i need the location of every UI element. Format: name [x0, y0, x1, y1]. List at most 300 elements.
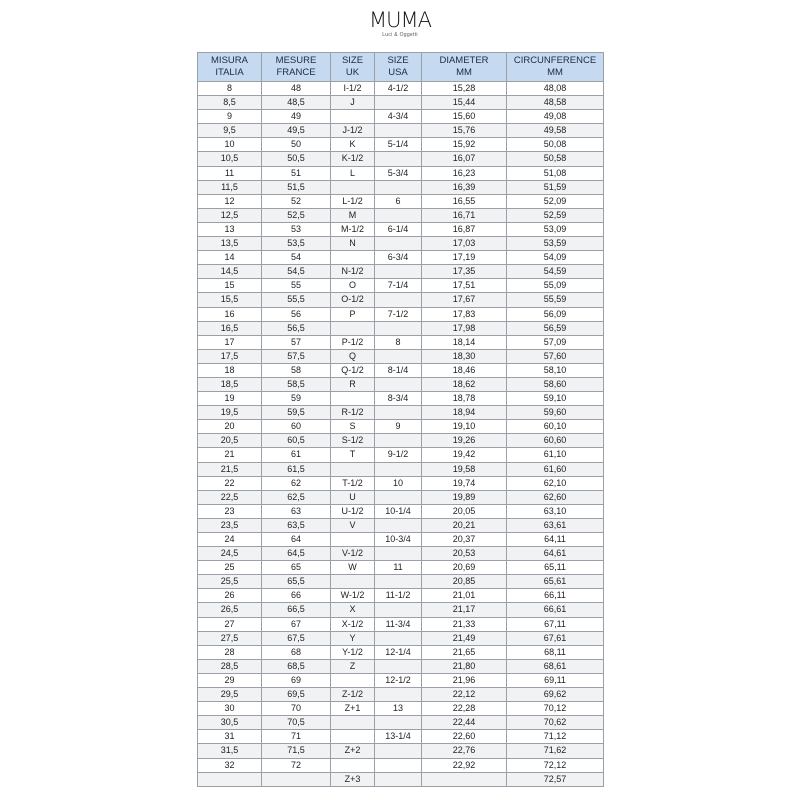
cell-diameter-mm: 17,67	[422, 293, 507, 307]
cell-diameter-mm: 17,98	[422, 321, 507, 335]
cell-circumference-mm: 71,12	[507, 730, 604, 744]
cell-size-uk	[331, 730, 375, 744]
cell-misura-italia: 18	[198, 363, 262, 377]
cell-size-usa	[375, 152, 422, 166]
cell-misura-italia: 8,5	[198, 96, 262, 110]
table-row	[198, 222, 604, 236]
cell-mesure-france: 61,5	[262, 462, 331, 476]
cell-size-uk: V-1/2	[331, 547, 375, 561]
cell-misura-italia: 17	[198, 335, 262, 349]
cell-circumference-mm: 64,61	[507, 547, 604, 561]
cell-circumference-mm: 69,62	[507, 688, 604, 702]
cell-circumference-mm: 50,08	[507, 138, 604, 152]
cell-misura-italia: 32	[198, 758, 262, 772]
cell-size-uk: W	[331, 561, 375, 575]
table-row	[198, 518, 604, 532]
cell-circumference-mm: 51,59	[507, 180, 604, 194]
cell-mesure-france: 64,5	[262, 547, 331, 561]
cell-size-uk: V	[331, 518, 375, 532]
cell-size-usa	[375, 265, 422, 279]
cell-mesure-france: 53,5	[262, 237, 331, 251]
cell-circumference-mm: 60,60	[507, 434, 604, 448]
cell-circumference-mm: 56,59	[507, 321, 604, 335]
cell-circumference-mm: 56,09	[507, 307, 604, 321]
cell-mesure-france: 48,5	[262, 96, 331, 110]
cell-diameter-mm: 21,33	[422, 617, 507, 631]
cell-diameter-mm: 17,03	[422, 237, 507, 251]
cell-size-uk: L-1/2	[331, 194, 375, 208]
header-circumference-mm: CIRCUNFERENCE MM	[507, 53, 604, 82]
cell-misura-italia: 16	[198, 307, 262, 321]
table-row	[198, 110, 604, 124]
cell-circumference-mm: 66,11	[507, 589, 604, 603]
cell-size-uk: Y-1/2	[331, 645, 375, 659]
cell-circumference-mm: 49,58	[507, 124, 604, 138]
cell-circumference-mm: 71,62	[507, 744, 604, 758]
table-row	[198, 533, 604, 547]
cell-size-usa: 8-3/4	[375, 392, 422, 406]
cell-size-usa: 8-1/4	[375, 363, 422, 377]
cell-circumference-mm: 58,10	[507, 363, 604, 377]
cell-mesure-france: 71,5	[262, 744, 331, 758]
cell-size-uk: Z-1/2	[331, 688, 375, 702]
cell-size-usa	[375, 631, 422, 645]
cell-misura-italia: 29,5	[198, 688, 262, 702]
cell-mesure-france: 68,5	[262, 659, 331, 673]
cell-mesure-france: 70	[262, 702, 331, 716]
cell-circumference-mm: 62,60	[507, 490, 604, 504]
table-row	[198, 392, 604, 406]
cell-diameter-mm: 16,39	[422, 180, 507, 194]
cell-diameter-mm: 15,60	[422, 110, 507, 124]
table-row	[198, 138, 604, 152]
cell-mesure-france: 66	[262, 589, 331, 603]
cell-mesure-france: 69	[262, 673, 331, 687]
cell-misura-italia: 21,5	[198, 462, 262, 476]
table-row	[198, 645, 604, 659]
cell-diameter-mm: 21,80	[422, 659, 507, 673]
cell-size-usa	[375, 293, 422, 307]
table-row	[198, 124, 604, 138]
cell-circumference-mm: 59,10	[507, 392, 604, 406]
cell-size-uk: Q-1/2	[331, 363, 375, 377]
table-row	[198, 547, 604, 561]
cell-diameter-mm: 20,21	[422, 518, 507, 532]
cell-circumference-mm: 72,12	[507, 758, 604, 772]
cell-diameter-mm: 18,30	[422, 349, 507, 363]
cell-size-usa: 8	[375, 335, 422, 349]
cell-circumference-mm: 65,61	[507, 575, 604, 589]
cell-size-uk: Z	[331, 659, 375, 673]
table-body	[198, 82, 604, 787]
cell-misura-italia: 12	[198, 194, 262, 208]
cell-circumference-mm: 70,12	[507, 702, 604, 716]
cell-misura-italia: 30	[198, 702, 262, 716]
cell-diameter-mm: 18,14	[422, 335, 507, 349]
table-row	[198, 772, 604, 786]
cell-misura-italia: 23	[198, 504, 262, 518]
cell-size-usa	[375, 208, 422, 222]
cell-size-usa	[375, 744, 422, 758]
cell-circumference-mm: 62,10	[507, 476, 604, 490]
cell-circumference-mm: 61,10	[507, 448, 604, 462]
cell-size-usa: 9-1/2	[375, 448, 422, 462]
cell-diameter-mm: 20,85	[422, 575, 507, 589]
cell-size-uk: T	[331, 448, 375, 462]
cell-size-usa: 4-3/4	[375, 110, 422, 124]
cell-misura-italia: 10,5	[198, 152, 262, 166]
ring-size-table	[197, 52, 604, 787]
cell-misura-italia: 15,5	[198, 293, 262, 307]
cell-size-uk	[331, 533, 375, 547]
cell-diameter-mm: 22,92	[422, 758, 507, 772]
header-misura-italia: MISURA ITALIA	[198, 53, 262, 82]
cell-mesure-france: 63	[262, 504, 331, 518]
table-row	[198, 208, 604, 222]
cell-circumference-mm: 63,61	[507, 518, 604, 532]
table-row	[198, 716, 604, 730]
cell-misura-italia: 11,5	[198, 180, 262, 194]
cell-diameter-mm: 15,92	[422, 138, 507, 152]
cell-size-uk: P	[331, 307, 375, 321]
cell-circumference-mm: 55,59	[507, 293, 604, 307]
cell-size-uk: M	[331, 208, 375, 222]
cell-size-uk: N-1/2	[331, 265, 375, 279]
cell-size-usa	[375, 575, 422, 589]
header-mesure-france: MESURE FRANCE	[262, 53, 331, 82]
cell-circumference-mm: 54,59	[507, 265, 604, 279]
cell-size-usa: 6	[375, 194, 422, 208]
cell-mesure-france: 52,5	[262, 208, 331, 222]
cell-mesure-france: 55,5	[262, 293, 331, 307]
cell-mesure-france: 58,5	[262, 377, 331, 391]
cell-diameter-mm: 19,26	[422, 434, 507, 448]
cell-mesure-france: 71	[262, 730, 331, 744]
cell-misura-italia: 23,5	[198, 518, 262, 532]
cell-size-uk: J	[331, 96, 375, 110]
cell-misura-italia: 12,5	[198, 208, 262, 222]
cell-size-usa: 6-3/4	[375, 251, 422, 265]
cell-circumference-mm: 67,61	[507, 631, 604, 645]
cell-misura-italia: 20	[198, 420, 262, 434]
cell-mesure-france: 61	[262, 448, 331, 462]
cell-mesure-france: 53	[262, 222, 331, 236]
cell-diameter-mm: 21,17	[422, 603, 507, 617]
logo-tagline: Luci & Oggetti	[382, 32, 418, 38]
cell-size-usa	[375, 349, 422, 363]
table-row	[198, 758, 604, 772]
cell-mesure-france: 72	[262, 758, 331, 772]
cell-size-usa: 13	[375, 702, 422, 716]
cell-mesure-france	[262, 772, 331, 786]
cell-diameter-mm: 17,19	[422, 251, 507, 265]
cell-mesure-france: 58	[262, 363, 331, 377]
cell-diameter-mm: 22,44	[422, 716, 507, 730]
cell-misura-italia: 31	[198, 730, 262, 744]
cell-size-uk: K-1/2	[331, 152, 375, 166]
table-row	[198, 363, 604, 377]
cell-mesure-france: 54,5	[262, 265, 331, 279]
cell-size-uk: R	[331, 377, 375, 391]
cell-misura-italia: 19	[198, 392, 262, 406]
cell-misura-italia: 30,5	[198, 716, 262, 730]
cell-size-usa: 12-1/2	[375, 673, 422, 687]
cell-circumference-mm: 48,58	[507, 96, 604, 110]
cell-size-uk: Z+1	[331, 702, 375, 716]
cell-misura-italia: 10	[198, 138, 262, 152]
cell-misura-italia: 28,5	[198, 659, 262, 673]
cell-circumference-mm: 48,08	[507, 82, 604, 96]
cell-misura-italia: 17,5	[198, 349, 262, 363]
cell-circumference-mm: 72,57	[507, 772, 604, 786]
cell-misura-italia: 31,5	[198, 744, 262, 758]
cell-mesure-france: 69,5	[262, 688, 331, 702]
cell-circumference-mm: 54,09	[507, 251, 604, 265]
cell-misura-italia: 25,5	[198, 575, 262, 589]
cell-circumference-mm: 68,11	[507, 645, 604, 659]
cell-size-usa: 7-1/4	[375, 279, 422, 293]
cell-mesure-france: 68	[262, 645, 331, 659]
cell-misura-italia: 13,5	[198, 237, 262, 251]
table-row	[198, 688, 604, 702]
cell-diameter-mm: 19,42	[422, 448, 507, 462]
cell-size-uk	[331, 758, 375, 772]
cell-misura-italia: 14,5	[198, 265, 262, 279]
cell-size-uk: Q	[331, 349, 375, 363]
table-row	[198, 335, 604, 349]
cell-size-usa	[375, 124, 422, 138]
cell-diameter-mm	[422, 772, 507, 786]
cell-size-usa	[375, 406, 422, 420]
table-row	[198, 631, 604, 645]
cell-misura-italia: 28	[198, 645, 262, 659]
cell-size-uk: M-1/2	[331, 222, 375, 236]
cell-size-uk: O-1/2	[331, 293, 375, 307]
cell-circumference-mm: 66,61	[507, 603, 604, 617]
cell-mesure-france: 62,5	[262, 490, 331, 504]
cell-size-usa: 9	[375, 420, 422, 434]
cell-diameter-mm: 16,23	[422, 166, 507, 180]
cell-size-uk: X	[331, 603, 375, 617]
cell-mesure-france: 49,5	[262, 124, 331, 138]
cell-circumference-mm: 57,09	[507, 335, 604, 349]
cell-size-uk: U	[331, 490, 375, 504]
cell-size-usa	[375, 716, 422, 730]
cell-size-uk: S-1/2	[331, 434, 375, 448]
cell-size-uk: X-1/2	[331, 617, 375, 631]
cell-misura-italia: 21	[198, 448, 262, 462]
cell-mesure-france: 54	[262, 251, 331, 265]
cell-mesure-france: 57	[262, 335, 331, 349]
cell-size-usa: 11-3/4	[375, 617, 422, 631]
table-row	[198, 194, 604, 208]
cell-diameter-mm: 20,37	[422, 533, 507, 547]
cell-misura-italia: 20,5	[198, 434, 262, 448]
cell-size-uk: S	[331, 420, 375, 434]
table-row	[198, 82, 604, 96]
cell-misura-italia: 22	[198, 476, 262, 490]
cell-misura-italia: 29	[198, 673, 262, 687]
cell-diameter-mm: 20,05	[422, 504, 507, 518]
cell-size-uk	[331, 251, 375, 265]
cell-size-usa: 6-1/4	[375, 222, 422, 236]
cell-size-uk	[331, 180, 375, 194]
cell-mesure-france: 50	[262, 138, 331, 152]
cell-mesure-france: 65,5	[262, 575, 331, 589]
cell-mesure-france: 70,5	[262, 716, 331, 730]
table-row	[198, 420, 604, 434]
cell-size-uk	[331, 392, 375, 406]
cell-circumference-mm: 61,60	[507, 462, 604, 476]
cell-size-usa	[375, 758, 422, 772]
cell-size-uk: N	[331, 237, 375, 251]
cell-misura-italia: 27	[198, 617, 262, 631]
cell-misura-italia: 24	[198, 533, 262, 547]
cell-circumference-mm: 55,09	[507, 279, 604, 293]
cell-size-usa	[375, 518, 422, 532]
table-row	[198, 730, 604, 744]
cell-diameter-mm: 18,94	[422, 406, 507, 420]
cell-circumference-mm: 63,10	[507, 504, 604, 518]
cell-diameter-mm: 15,76	[422, 124, 507, 138]
cell-diameter-mm: 20,69	[422, 561, 507, 575]
cell-size-uk: O	[331, 279, 375, 293]
cell-misura-italia: 22,5	[198, 490, 262, 504]
cell-size-uk: U-1/2	[331, 504, 375, 518]
cell-circumference-mm: 69,11	[507, 673, 604, 687]
cell-diameter-mm: 20,53	[422, 547, 507, 561]
cell-size-usa: 4-1/2	[375, 82, 422, 96]
table-row	[198, 321, 604, 335]
table-row	[198, 349, 604, 363]
cell-size-usa: 11-1/2	[375, 589, 422, 603]
cell-mesure-france: 55	[262, 279, 331, 293]
table-header-row	[198, 53, 604, 82]
cell-misura-italia: 24,5	[198, 547, 262, 561]
cell-mesure-france: 64	[262, 533, 331, 547]
cell-misura-italia: 8	[198, 82, 262, 96]
cell-size-usa	[375, 547, 422, 561]
table-row	[198, 490, 604, 504]
cell-size-uk: I-1/2	[331, 82, 375, 96]
cell-size-uk: R-1/2	[331, 406, 375, 420]
cell-circumference-mm: 57,60	[507, 349, 604, 363]
cell-size-usa	[375, 96, 422, 110]
cell-diameter-mm: 16,87	[422, 222, 507, 236]
cell-size-usa	[375, 603, 422, 617]
cell-misura-italia: 14	[198, 251, 262, 265]
table-row	[198, 434, 604, 448]
table-row	[198, 377, 604, 391]
cell-diameter-mm: 15,28	[422, 82, 507, 96]
cell-mesure-france: 57,5	[262, 349, 331, 363]
cell-diameter-mm: 16,71	[422, 208, 507, 222]
table-row	[198, 152, 604, 166]
cell-size-uk	[331, 716, 375, 730]
brand-logo	[340, 8, 460, 38]
cell-diameter-mm: 15,44	[422, 96, 507, 110]
cell-circumference-mm: 65,11	[507, 561, 604, 575]
cell-diameter-mm: 18,62	[422, 377, 507, 391]
cell-diameter-mm: 17,83	[422, 307, 507, 321]
cell-diameter-mm: 17,35	[422, 265, 507, 279]
logo-mark: MUMA	[369, 8, 431, 32]
cell-size-uk: K	[331, 138, 375, 152]
cell-misura-italia: 27,5	[198, 631, 262, 645]
cell-mesure-france: 63,5	[262, 518, 331, 532]
cell-size-usa	[375, 659, 422, 673]
cell-circumference-mm: 70,62	[507, 716, 604, 730]
cell-circumference-mm: 53,59	[507, 237, 604, 251]
cell-size-uk: Y	[331, 631, 375, 645]
cell-size-uk: J-1/2	[331, 124, 375, 138]
header-diameter-mm: DIAMETER MM	[422, 53, 507, 82]
table-row	[198, 166, 604, 180]
table-row	[198, 603, 604, 617]
cell-circumference-mm: 49,08	[507, 110, 604, 124]
table-row	[198, 476, 604, 490]
cell-mesure-france: 56,5	[262, 321, 331, 335]
cell-mesure-france: 51,5	[262, 180, 331, 194]
table-row	[198, 462, 604, 476]
cell-mesure-france: 51	[262, 166, 331, 180]
cell-size-uk	[331, 462, 375, 476]
cell-circumference-mm: 59,60	[507, 406, 604, 420]
cell-circumference-mm: 60,10	[507, 420, 604, 434]
table-row	[198, 448, 604, 462]
cell-size-uk: P-1/2	[331, 335, 375, 349]
cell-size-usa: 12-1/4	[375, 645, 422, 659]
cell-size-uk: Z+3	[331, 772, 375, 786]
table-row	[198, 237, 604, 251]
cell-misura-italia: 13	[198, 222, 262, 236]
cell-size-usa	[375, 180, 422, 194]
table-row	[198, 575, 604, 589]
cell-mesure-france: 60	[262, 420, 331, 434]
cell-size-usa: 7-1/2	[375, 307, 422, 321]
cell-mesure-france: 48	[262, 82, 331, 96]
cell-size-uk: Z+2	[331, 744, 375, 758]
cell-misura-italia: 26	[198, 589, 262, 603]
cell-mesure-france: 66,5	[262, 603, 331, 617]
cell-size-usa	[375, 237, 422, 251]
table-row	[198, 180, 604, 194]
cell-diameter-mm: 18,46	[422, 363, 507, 377]
cell-size-usa: 10-1/4	[375, 504, 422, 518]
table-row	[198, 589, 604, 603]
cell-diameter-mm: 21,49	[422, 631, 507, 645]
cell-mesure-france: 49	[262, 110, 331, 124]
cell-diameter-mm: 17,51	[422, 279, 507, 293]
cell-misura-italia: 9	[198, 110, 262, 124]
cell-misura-italia: 19,5	[198, 406, 262, 420]
cell-diameter-mm: 19,89	[422, 490, 507, 504]
cell-diameter-mm: 22,76	[422, 744, 507, 758]
cell-size-uk: W-1/2	[331, 589, 375, 603]
cell-circumference-mm: 58,60	[507, 377, 604, 391]
table-row	[198, 504, 604, 518]
cell-misura-italia: 11	[198, 166, 262, 180]
cell-size-uk	[331, 321, 375, 335]
cell-diameter-mm: 19,10	[422, 420, 507, 434]
cell-size-usa	[375, 772, 422, 786]
cell-mesure-france: 50,5	[262, 152, 331, 166]
cell-diameter-mm: 22,60	[422, 730, 507, 744]
cell-size-usa: 5-3/4	[375, 166, 422, 180]
cell-misura-italia	[198, 772, 262, 786]
cell-mesure-france: 67	[262, 617, 331, 631]
table-row	[198, 265, 604, 279]
